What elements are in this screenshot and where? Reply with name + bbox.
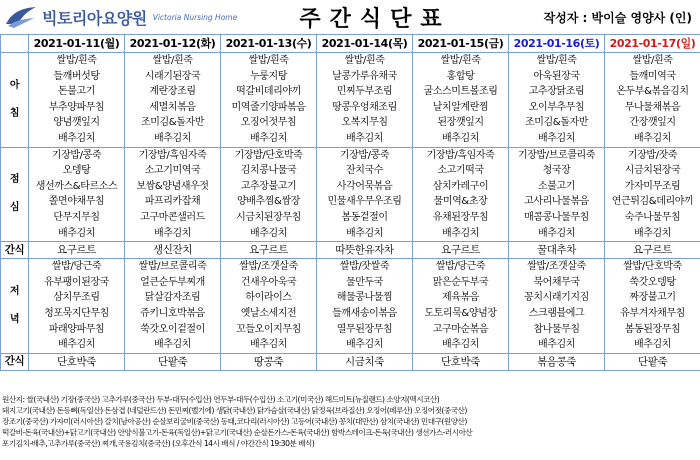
dinner-cell-sat — [509, 259, 605, 354]
menu-item: 쌀밥/조갯살죽 — [527, 261, 586, 273]
date-header-fri: 2021-01-15(금) — [413, 35, 509, 53]
menu-item: 배추김치 — [537, 227, 576, 239]
date-header-tue: 2021-01-12(화) — [125, 35, 221, 53]
menu-item: 누룽지탕 — [249, 70, 288, 82]
menu-item: 매콤콩나물무침 — [524, 211, 589, 223]
menu-item: 해물콩나물찜 — [336, 292, 393, 304]
menu-item: 봄동겉절이 — [341, 211, 388, 223]
snack_evening-cell-sat: 볶음콩죽 — [509, 353, 605, 370]
menu-item: 오징어젓무침 — [240, 117, 297, 129]
menu-item: 배추김치 — [633, 132, 672, 144]
menu-item: 얼큰순두부찌개 — [140, 276, 205, 288]
date-header-sun: 2021-01-17(일) — [605, 35, 700, 53]
snack_afternoon-cell-thu: 따뜻한유자차 — [317, 242, 413, 259]
lunch-cell-sat — [509, 147, 605, 242]
menu-item: 열무된장무침 — [336, 323, 393, 335]
evening-snack-row — [1, 353, 700, 370]
footnote-line: 돼지고기(국내산) 돈등뼈(독일산) 돈삼겹 (네덜란드산) 돈민찌(벨기에) 생닭(국내산) 닭가슴살(국내산) 닭정육(브라질산) 오징어(페루산) 오징어젓(중국산) — [2, 406, 467, 415]
snack_evening-cell-thu: 시금치죽 — [317, 353, 413, 370]
breakfast-label — [1, 53, 29, 148]
menu-item: 배추김치 — [153, 227, 192, 239]
menu-item: 된장깻잎지 — [437, 117, 484, 129]
menu-item: 단무지무침 — [53, 211, 100, 223]
menu-item: 배추김치 — [57, 339, 96, 351]
menu-item: 민찌두부조림 — [336, 86, 393, 98]
menu-item: 날치알계란찜 — [432, 101, 489, 113]
menu-item: 가자미무조림 — [624, 180, 681, 192]
menu-item: 봄동된장무침 — [624, 323, 681, 335]
menu-item: 짜장불고기 — [629, 292, 676, 304]
breakfast-cell-mon — [29, 53, 125, 148]
menu-item: 민물새우무우조림 — [327, 196, 402, 208]
menu-item: 오뎅탕 — [62, 165, 91, 177]
lunch-cell-mon — [29, 147, 125, 242]
menu-item: 생선까스&타르소스 — [35, 180, 118, 192]
menu-item: 고추장닭조림 — [528, 86, 585, 98]
menu-item: 들깨미역국 — [629, 70, 676, 82]
menu-item: 떡갈비데리야끼 — [236, 86, 301, 98]
menu-item: 연근튀김&데리야끼 — [611, 196, 694, 208]
menu-item: 배추김치 — [57, 132, 96, 144]
menu-item: 들깨새송이볶음 — [332, 307, 397, 319]
menu-item: 쌀밥/조갯살죽 — [239, 261, 298, 273]
snack_evening-cell-wed: 땅콩죽 — [221, 353, 317, 370]
menu-item: 아욱된장국 — [533, 70, 580, 82]
logo-name: 빅토리아요양원 — [42, 8, 147, 28]
menu-item: 쌀밥/당근죽 — [435, 261, 486, 273]
origin-footnote — [2, 394, 700, 449]
menu-item: 기장밥/단호박죽 — [234, 149, 303, 161]
snack_afternoon-cell-sun: 요구르트 — [605, 242, 700, 259]
page-title: 주간식단표 — [299, 7, 451, 32]
menu-item: 쌀밥/흰죽 — [440, 55, 481, 66]
menu-item: 고구마콘샐러드 — [140, 211, 205, 223]
logo — [4, 3, 244, 31]
menu-item: 배추김치 — [153, 339, 192, 351]
menu-item: 날콩가루유채국 — [332, 70, 397, 82]
menu-item: 배추김치 — [153, 132, 192, 144]
footnote-line: 포기김치-배추,고추가루(중국산) 찌개,국용김치(중국산) (오후간식 14시 배식 / 야간간식 19:30분 배식) — [2, 439, 315, 448]
menu-item: 쌀밥/브로콜리죽 — [138, 261, 207, 273]
menu-item: 배추김치 — [249, 339, 288, 351]
menu-item: 조미김&돌자반 — [141, 117, 204, 129]
menu-item: 도토리묵&양념장 — [424, 307, 497, 319]
menu-item: 배추김치 — [345, 132, 384, 144]
menu-item: 배추김치 — [345, 227, 384, 239]
menu-item: 고추장불고기 — [240, 180, 297, 192]
menu-item: 쥬키니호박볶음 — [140, 307, 205, 319]
menu-item: 하이라이스 — [245, 292, 292, 304]
breakfast-cell-sat — [509, 53, 605, 148]
menu-item: 조미김&돌자반 — [525, 117, 588, 129]
menu-item: 쫄면야채무침 — [48, 196, 105, 208]
menu-item: 사각어묵볶음 — [336, 180, 393, 192]
menu-item: 파래양파무침 — [48, 323, 105, 335]
menu-item: 온두부&볶음김치 — [616, 86, 689, 98]
menu-item: 삼치무조림 — [53, 292, 100, 304]
menu-item: 소고기떡국 — [437, 165, 484, 177]
snack_evening-cell-fri: 단호박죽 — [413, 353, 509, 370]
snack_evening-cell-tue: 단팥죽 — [125, 353, 221, 370]
menu-item: 배추김치 — [441, 132, 480, 144]
snack_afternoon-cell-fri: 요구르트 — [413, 242, 509, 259]
dinner-cell-tue — [125, 259, 221, 354]
menu-item: 꽁치시래기지짐 — [524, 292, 589, 304]
author-line: 작성자 : 박이슬 영양사 (인) — [543, 11, 692, 25]
logo-bird-icon — [4, 4, 38, 30]
menu-item: 배추김치 — [249, 227, 288, 239]
menu-item: 홍합탕 — [446, 70, 475, 82]
menu-item: 김치콩나물국 — [240, 165, 297, 177]
menu-item: 배추김치 — [249, 132, 288, 144]
menu-item: 땅콩우엉채조림 — [332, 101, 397, 113]
menu-item: 배추김치 — [633, 339, 672, 351]
footnote-line: 장조기(중국산) 가자미(러시아산) 갈치(남아공산) 순살보리굴비(중국산) 동태,코다리(러시아산) 고등어(국내산) 꽁치(대만산) 삼치(국내산) 민대구(원양산) — [2, 417, 467, 426]
menu-item: 간장깻잎지 — [629, 117, 676, 129]
lunch-label — [1, 147, 29, 242]
dinner-row — [1, 259, 700, 354]
footnote-line: 떡갈비-돈육(국내산)+닭고기(국내산) 안양식불고기-돈육(독일산)+닭고기(국내산) 순살돈가스-돈육(국내산) 함박스테이크-돈육(국내산) 생선가스-러시아산 — [2, 428, 473, 437]
menu-item: 배추김치 — [345, 339, 384, 351]
snack-label: 간식 — [1, 242, 29, 259]
menu-item: 제육볶음 — [441, 292, 480, 304]
lunch-label-text: 점 심 — [9, 174, 20, 214]
afternoon-snack-row — [1, 242, 700, 259]
menu-item: 오이부추무침 — [528, 101, 585, 113]
menu-item: 미역줄기양파볶음 — [231, 101, 306, 113]
menu-item: 쌀밥/흰죽 — [152, 55, 193, 66]
date-row — [1, 35, 700, 53]
menu-item: 배추김치 — [441, 227, 480, 239]
menu-item: 시래기된장국 — [144, 70, 201, 82]
menu-item: 쑥갓오뎅탕 — [629, 276, 676, 288]
menu-item: 시금치된장국 — [624, 165, 681, 177]
corner-cell — [1, 35, 29, 53]
menu-item: 소불고기 — [537, 180, 576, 192]
snack_afternoon-cell-sat: 꿀대추차 — [509, 242, 605, 259]
footnote-line: 원산지: 쌀(국내산) 기장(중국산) 고추가루(중국산) 두부-대두(수입산) 연두부-대두(수입산) 소고기(미국산) 해드미트(뉴질랜드) 소양지(멕시코산) — [2, 395, 440, 404]
breakfast-cell-tue — [125, 53, 221, 148]
snack_evening-cell-sun: 단팥죽 — [605, 353, 700, 370]
lunch-cell-fri — [413, 147, 509, 242]
menu-item: 기장밥/브로콜리죽 — [517, 149, 596, 161]
menu-item: 배추김치 — [537, 132, 576, 144]
menu-item: 물미역&초장 — [433, 196, 488, 208]
lunch-cell-thu — [317, 147, 413, 242]
menu-item: 삼치카레구이 — [432, 180, 489, 192]
dinner-cell-thu — [317, 259, 413, 354]
menu-item: 스크램블에그 — [528, 307, 585, 319]
menu-item: 유부겨자채무침 — [620, 307, 685, 319]
snack_evening-cell-mon: 단호박죽 — [29, 353, 125, 370]
menu-item: 들깨버섯탕 — [53, 70, 100, 82]
lunch-cell-sun — [605, 147, 700, 242]
menu-item: 청국장 — [542, 165, 571, 177]
menu-item: 참나물무침 — [533, 323, 580, 335]
menu-item: 쌀밥/흰죽 — [632, 55, 673, 66]
menu-item: 계란장조림 — [149, 86, 196, 98]
menu-item: 닭살감자조림 — [144, 292, 201, 304]
menu-item: 꼬들오이지무침 — [236, 323, 301, 335]
breakfast-cell-sun — [605, 53, 700, 148]
snack_afternoon-cell-mon: 요구르트 — [29, 242, 125, 259]
dinner-label — [1, 259, 29, 354]
menu-item: 기장밥/흑임자죽 — [426, 149, 495, 161]
menu-item: 배추김치 — [57, 227, 96, 239]
date-header-wed: 2021-01-13(수) — [221, 35, 317, 53]
menu-item: 맑은순두부국 — [432, 276, 489, 288]
lunch-row — [1, 147, 700, 242]
menu-item: 보쌈&양념새우젓 — [136, 180, 209, 192]
lunch-cell-wed — [221, 147, 317, 242]
menu-item: 배추김치 — [537, 339, 576, 351]
menu-item: 쌀밥/흰죽 — [536, 55, 577, 66]
menu-item: 돈불고기 — [57, 86, 96, 98]
menu-item: 기장밥/흑임자죽 — [138, 149, 207, 161]
dinner-label-text: 저 녁 — [9, 285, 20, 325]
menu-item: 쌀밥/당근죽 — [51, 261, 102, 273]
menu-item: 시금치된장무침 — [236, 211, 301, 223]
menu-item: 물만두국 — [345, 276, 384, 288]
date-header-mon: 2021-01-11(월) — [29, 35, 125, 53]
menu-item: 쑥갓오이겉절이 — [140, 323, 205, 335]
evening-snack-label: 간식 — [1, 353, 29, 370]
menu-item: 오복지무침 — [341, 117, 388, 129]
menu-item: 소고기미역국 — [144, 165, 201, 177]
logo-subtitle: Victoria Nursing Home — [152, 12, 238, 22]
dinner-cell-sun — [605, 259, 700, 354]
menu-item: 쌀밥/흰죽 — [344, 55, 385, 66]
menu-item: 고구마순볶음 — [432, 323, 489, 335]
menu-item: 숙주나물무침 — [624, 211, 681, 223]
header — [0, 0, 700, 34]
menu-item: 기장밥/콩죽 — [339, 149, 390, 161]
breakfast-cell-fri — [413, 53, 509, 148]
menu-item: 배추김치 — [441, 339, 480, 351]
dinner-cell-mon — [29, 259, 125, 354]
menu-item: 북어채무국 — [533, 276, 580, 288]
menu-item: 무나물채볶음 — [624, 101, 681, 113]
menu-item: 쌀밥/단호박죽 — [623, 261, 682, 273]
menu-item: 쌀밥/흰죽 — [248, 55, 289, 66]
breakfast-cell-wed — [221, 53, 317, 148]
menu-item: 양념깻잎지 — [53, 117, 100, 129]
date-header-thu: 2021-01-14(목) — [317, 35, 413, 53]
menu-item: 파프리카잡채 — [144, 196, 201, 208]
menu-item: 세멸치볶음 — [149, 101, 196, 113]
breakfast-cell-thu — [317, 53, 413, 148]
date-header-sat: 2021-01-16(토) — [509, 35, 605, 53]
menu-item: 쌀밥/흰죽 — [56, 55, 97, 66]
menu-item: 양배추찜&쌈장 — [237, 196, 300, 208]
menu-item: 기장밥/잣죽 — [627, 149, 678, 161]
menu-item: 건새우아욱국 — [240, 276, 297, 288]
menu-item: 잔치국수 — [345, 165, 384, 177]
menu-item: 고사리나물볶음 — [524, 196, 589, 208]
dinner-cell-fri — [413, 259, 509, 354]
lunch-cell-tue — [125, 147, 221, 242]
menu-item: 청포묵지단무침 — [44, 307, 109, 319]
dinner-cell-wed — [221, 259, 317, 354]
snack_afternoon-cell-wed: 요구르트 — [221, 242, 317, 259]
menu-item: 쌀밥/잣쌀죽 — [339, 261, 390, 273]
breakfast-label-text: 아 침 — [9, 79, 20, 119]
menu-item: 유채된장무침 — [432, 211, 489, 223]
menu-item: 굴소스미트볼조림 — [423, 86, 498, 98]
weekly-menu-table — [0, 34, 700, 371]
snack_afternoon-cell-tue: 생신잔치 — [125, 242, 221, 259]
breakfast-row — [1, 53, 700, 148]
menu-item: 유부팽이된장국 — [44, 276, 109, 288]
menu-item: 기장밥/콩죽 — [51, 149, 102, 161]
menu-item: 부추양파무침 — [48, 101, 105, 113]
menu-item: 배추김치 — [633, 227, 672, 239]
menu-item: 옛날소세지전 — [240, 307, 297, 319]
